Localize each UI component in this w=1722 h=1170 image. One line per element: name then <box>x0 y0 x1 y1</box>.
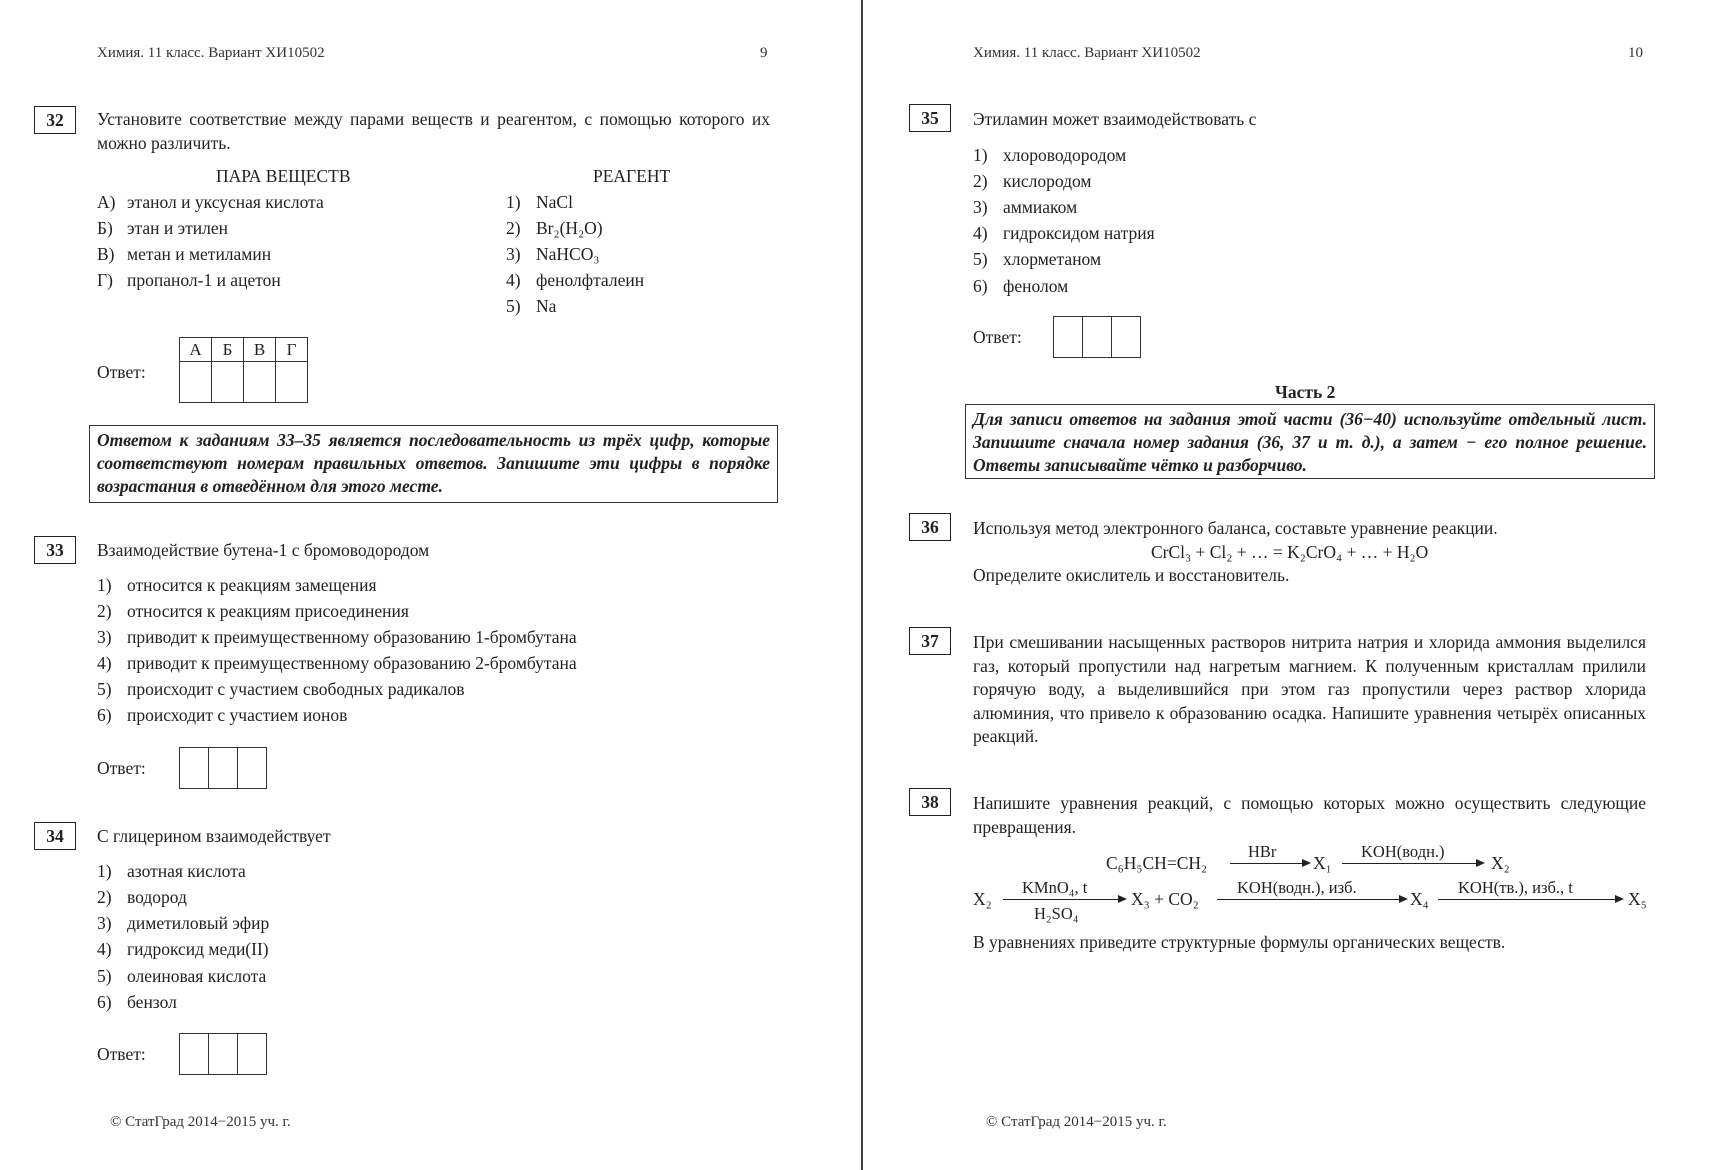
left-footer: © СтатГрад 2014−2015 уч. г. <box>110 1114 291 1130</box>
right-header-title: Химия. 11 класс. Вариант ХИ10502 <box>973 45 1201 61</box>
q38-scheme2-arrow2 <box>1217 899 1402 900</box>
part2-instruction-box: Для записи ответов на задания этой части (36−40) используйте отдельный лист. Запишите сначала номер задания (36, 37 и т. д.), а затем − его полное решение. Ответы записывайте чётко и разборчиво. <box>965 404 1655 479</box>
q34-answer-cell[interactable] <box>209 1034 238 1075</box>
q32-answer-cell-b[interactable] <box>212 362 244 403</box>
q32-reagent-5: 5) Na <box>506 296 557 316</box>
q34-option-2: 2) водород <box>97 887 187 907</box>
q34-answer-cell[interactable] <box>180 1034 209 1075</box>
q34-answer-cell[interactable] <box>238 1034 267 1075</box>
q35-answer-cell[interactable] <box>1083 317 1112 358</box>
q38-scheme2-arrow3-top: KOH(тв.), изб., t <box>1458 878 1573 897</box>
q32-grid-header-v: В <box>244 338 276 362</box>
q38-text2: В уравнениях приведите структурные формулы органических веществ. <box>973 932 1506 952</box>
instruction-box-33-35: Ответом к заданиям 33–35 является последовательность из трёх цифр, которые соответствуют номерам правильных ответов. Запишите эти цифры в порядке возрастания в отведённом для этого месте. <box>89 425 778 503</box>
page-divider <box>861 0 863 1170</box>
q34-answer-grid <box>179 1033 267 1075</box>
q32-pair-v: В) метан и метиламин <box>97 244 272 264</box>
q33-option-5: 5) происходит с участием свободных радикалов <box>97 679 465 699</box>
question-number-36: 36 <box>909 513 951 541</box>
q32-answer-cell-g[interactable] <box>276 362 308 403</box>
q34-option-6: 6) бензол <box>97 992 177 1012</box>
q38-scheme2-arrow3-head <box>1615 895 1624 903</box>
q34-option-5: 5) олеиновая кислота <box>97 966 267 986</box>
left-header-title: Химия. 11 класс. Вариант ХИ10502 <box>97 45 325 61</box>
q33-answer-cell[interactable] <box>238 748 267 789</box>
q33-option-4: 4) приводит к преимущественному образованию 2-бромбутана <box>97 653 577 673</box>
q32-answer-label: Ответ: <box>97 362 146 382</box>
q32-reagent-2: 2) Br₂(H₂O) <box>506 218 603 238</box>
q33-option-1: 1) относится к реакциям замещения <box>97 575 377 595</box>
q35-answer-cell[interactable] <box>1054 317 1083 358</box>
q38-scheme1-arrow2 <box>1342 863 1479 864</box>
q33-option-2: 2) относится к реакциям присоединения <box>97 601 409 621</box>
q35-option-3: 3) аммиаком <box>973 197 1078 217</box>
question-number-33: 33 <box>34 536 76 564</box>
part2-title: Часть 2 <box>1275 382 1336 402</box>
q38-scheme2-arrow2-top: KOH(водн.), изб. <box>1237 878 1357 897</box>
q32-reagent-3: 3) NaHCO₃ <box>506 244 600 264</box>
q32-grid-header-a: А <box>180 338 212 362</box>
q38-scheme1-arrow1 <box>1230 863 1305 864</box>
q36-text2: Определите окислитель и восстановитель. <box>973 565 1290 585</box>
q32-answer-cell-a[interactable] <box>180 362 212 403</box>
q38-scheme2-end: X₅ <box>1628 889 1647 909</box>
q38-scheme2-mid2: X₄ <box>1410 889 1429 909</box>
q38-scheme2-start: X₂ <box>973 889 992 909</box>
q35-answer-grid <box>1053 316 1141 358</box>
q35-option-2: 2) кислородом <box>973 171 1092 191</box>
q38-scheme2-arrow2-head <box>1399 895 1408 903</box>
q33-answer-cell[interactable] <box>180 748 209 789</box>
right-footer: © СтатГрад 2014−2015 уч. г. <box>986 1114 1167 1130</box>
left-page-number: 9 <box>760 45 768 61</box>
q38-scheme2-arrow3 <box>1438 899 1618 900</box>
q38-scheme2-mid1: X₃ + CO₂ <box>1131 889 1199 909</box>
q32-pair-a: А) этанол и уксусная кислота <box>97 192 324 212</box>
q38-text: Напишите уравнения реакций, с помощью которых можно осуществить следующие превращения. <box>973 793 1646 837</box>
q35-answer-cell[interactable] <box>1112 317 1141 358</box>
q32-grid-header-g: Г <box>276 338 308 362</box>
q32-grid-header-b: Б <box>212 338 244 362</box>
q38-scheme2-arrow1-bottom: H₂SO₄ <box>1034 904 1079 923</box>
q36-equation: CrCl₃ + Cl₂ + … = K₂CrO₄ + … + H₂O <box>1151 542 1429 562</box>
q33-option-6: 6) происходит с участием ионов <box>97 705 348 725</box>
q32-pair-b: Б) этан и этилен <box>97 218 229 238</box>
q34-text: С глицерином взаимодействует <box>97 826 331 846</box>
q35-option-5: 5) хлорметаном <box>973 249 1102 269</box>
q34-option-1: 1) азотная кислота <box>97 861 246 881</box>
q38-scheme1-arrow2-label: KOH(водн.) <box>1361 842 1445 861</box>
q34-option-3: 3) диметиловый эфир <box>97 913 270 933</box>
question-number-35: 35 <box>909 104 951 132</box>
q32-col-left-header: ПАРА ВЕЩЕСТВ <box>216 166 351 186</box>
right-page-number: 10 <box>1628 45 1643 61</box>
q32-col-right-header: РЕАГЕНТ <box>593 166 671 186</box>
q38-scheme1-mid: X₁ <box>1313 853 1332 873</box>
question-number-37: 37 <box>909 627 951 655</box>
q38-scheme1-start: C₆H₅CH=CH₂ <box>1106 853 1208 873</box>
q33-answer-label: Ответ: <box>97 758 146 778</box>
q32-answer-grid <box>179 337 308 403</box>
question-number-38: 38 <box>909 788 951 816</box>
q33-answer-grid <box>179 747 267 789</box>
q32-reagent-4: 4) фенолфталеин <box>506 270 645 290</box>
q33-option-3: 3) приводит к преимущественному образованию 1-бромбутана <box>97 627 577 647</box>
q32-answer-cell-v[interactable] <box>244 362 276 403</box>
question-number-32: 32 <box>34 106 76 134</box>
q38-scheme2-arrow1-head <box>1118 895 1127 903</box>
q35-option-4: 4) гидроксидом натрия <box>973 223 1155 243</box>
q35-option-1: 1) хлороводородом <box>973 145 1127 165</box>
q35-answer-label: Ответ: <box>973 327 1022 347</box>
question-number-34: 34 <box>34 822 76 850</box>
q35-text: Этиламин может взаимодействовать с <box>973 109 1257 129</box>
q38-scheme1-arrow1-head <box>1302 859 1311 867</box>
q35-option-6: 6) фенолом <box>973 276 1069 296</box>
q38-scheme1-arrow1-label: HBr <box>1248 842 1277 861</box>
q33-text: Взаимодействие бутена-1 с бромоводородом <box>97 540 430 560</box>
q38-scheme1-end: X₂ <box>1491 853 1510 873</box>
q33-answer-cell[interactable] <box>209 748 238 789</box>
q38-scheme1-arrow2-head <box>1476 859 1485 867</box>
q36-text: Используя метод электронного баланса, составьте уравнение реакции. <box>973 518 1498 538</box>
q34-answer-label: Ответ: <box>97 1044 146 1064</box>
q38-scheme2-arrow1-top: KMnO₄, t <box>1022 878 1088 897</box>
q37-text: При смешивании насыщенных растворов нитрита натрия и хлорида аммония выделился газ, который пропустили над нагретым магнием. К полученным кристаллам прилили горячую воду, а выделившийся при этом газ пропустили через раствор хлорида алюминия, что привело к образованию осадка. Напишите уравнения четырёх описанных реакций. <box>973 632 1646 746</box>
q38-scheme2-arrow1 <box>1003 899 1121 900</box>
q32-text: Установите соответствие между парами веществ и реагентом, с помощью которого их можно различить. <box>97 109 770 153</box>
q34-option-4: 4) гидроксид меди(II) <box>97 939 269 959</box>
q32-reagent-1: 1) NaCl <box>506 192 573 212</box>
q32-pair-g: Г) пропанол-1 и ацетон <box>97 270 281 290</box>
